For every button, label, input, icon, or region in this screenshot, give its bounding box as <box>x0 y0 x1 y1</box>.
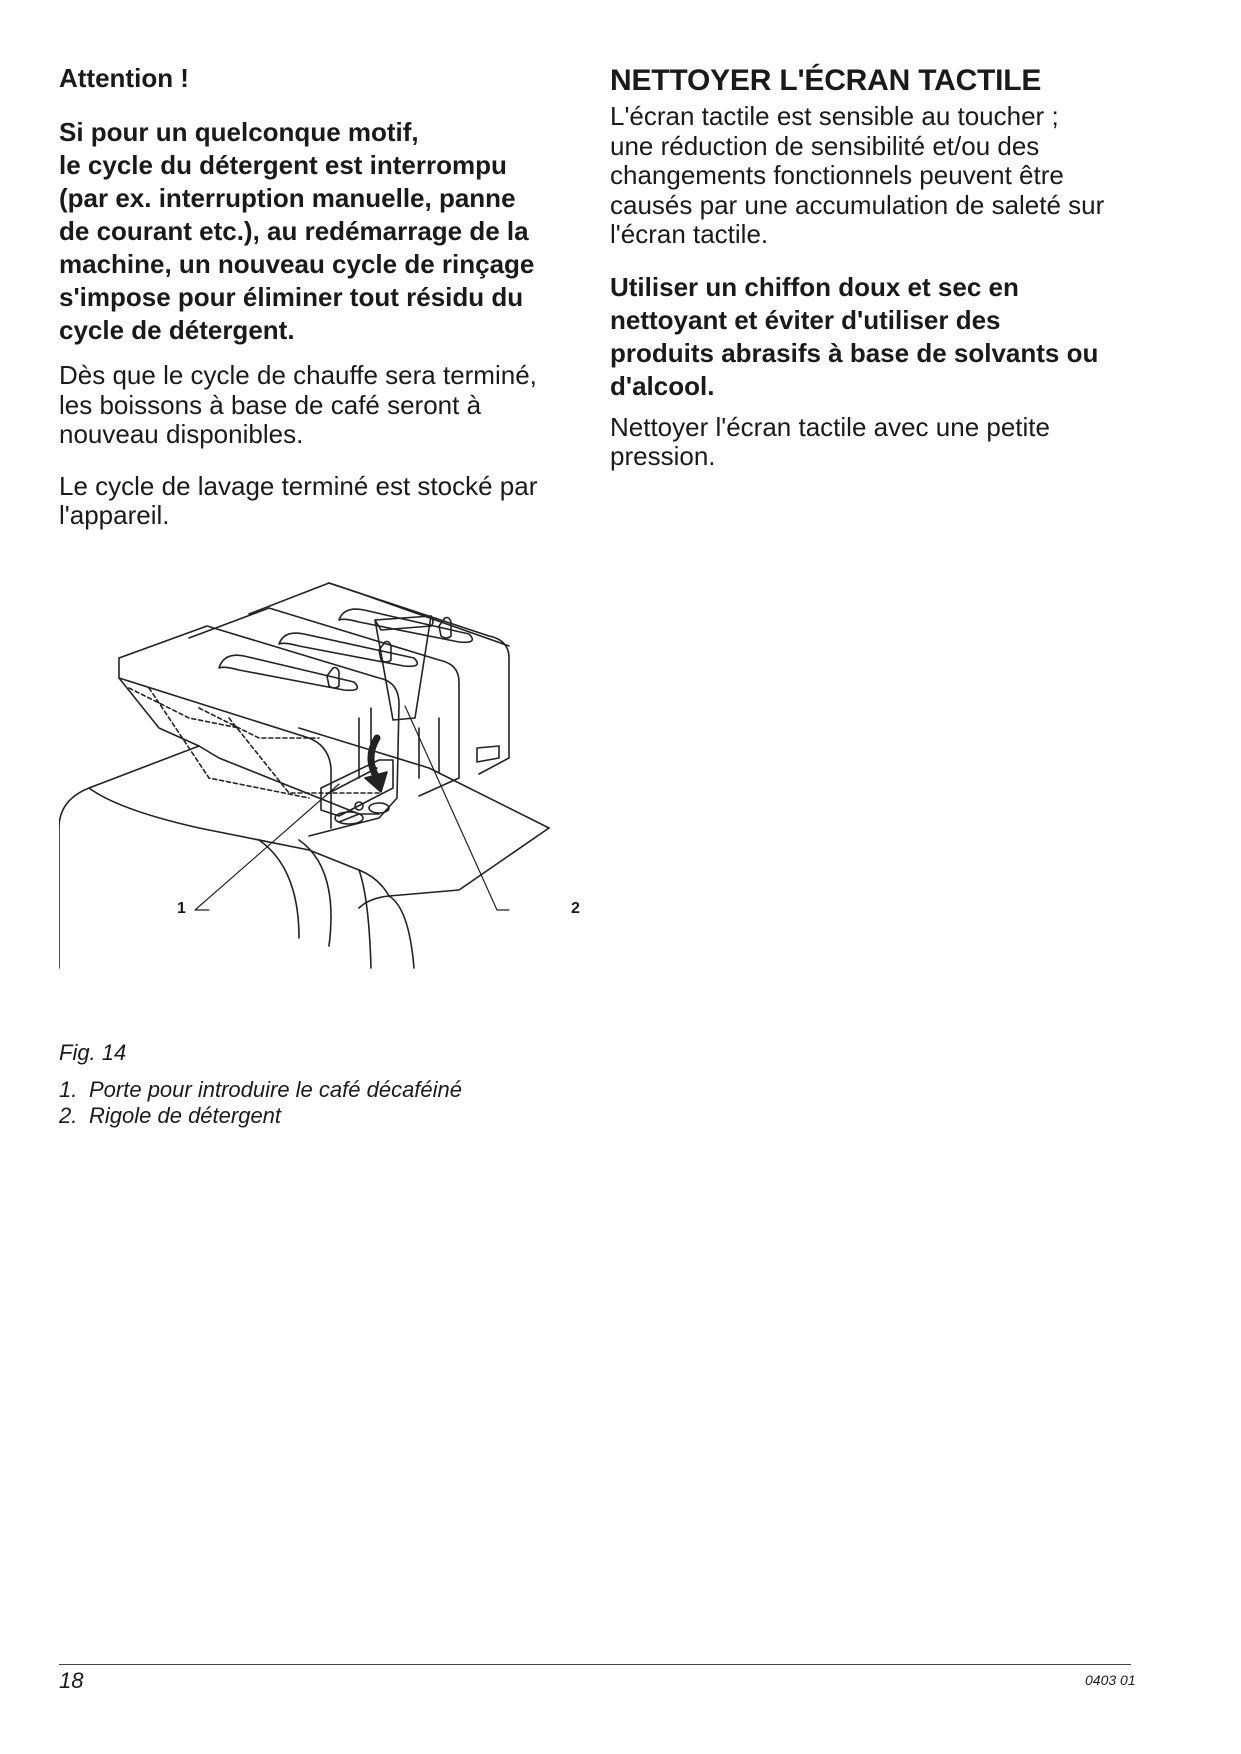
legend-text: Porte pour introduire le café décaféiné <box>89 1077 463 1102</box>
warning-line: s'impose pour éliminer tout résidu du <box>59 282 524 312</box>
text-line: Le cycle de lavage terminé est stocké par <box>59 470 538 501</box>
warning-line: produits abrasifs à base de solvants ou <box>610 337 1099 368</box>
legend-number: 2. <box>59 1103 78 1128</box>
warning-line: de courant etc.), au redémarrage de la <box>59 216 529 246</box>
text-line: causés par une accumulation de saleté sur <box>610 189 1105 220</box>
text-line: pression. <box>610 441 716 471</box>
legend-text: Rigole de détergent <box>89 1103 282 1128</box>
cleaning-instruction <box>610 413 1170 472</box>
legend-item <box>59 1077 462 1103</box>
figure-legend <box>59 1077 462 1129</box>
document-code: 0403 01 <box>1085 1672 1136 1688</box>
warning-line: le cycle du détergent est interrompu <box>59 150 507 180</box>
text-line: l'appareil. <box>59 500 170 530</box>
warning-line: d'alcool. <box>610 370 715 401</box>
warning-line: machine, un nouveau cycle de rinçage <box>59 249 535 279</box>
warning-line: nettoyant et éviter d'utiliser des <box>610 304 1001 335</box>
footer-divider <box>59 1664 1131 1665</box>
page-number: 18 <box>59 1668 84 1693</box>
cleaning-warning <box>610 271 1170 403</box>
warning-line: Si pour un quelconque motif, <box>59 117 419 147</box>
text-line: L'écran tactile est sensible au toucher ; <box>610 101 1059 131</box>
left-column <box>59 62 569 531</box>
warning-line: (par ex. interruption manuelle, panne <box>59 183 516 213</box>
warning-line: cycle de détergent. <box>59 315 295 345</box>
text-line: les boissons à base de café seront à <box>59 389 482 420</box>
legend-item <box>59 1103 462 1129</box>
heating-paragraph <box>59 361 569 450</box>
figure-caption: Fig. 14 <box>59 1040 127 1065</box>
machine-illustration <box>59 578 589 1038</box>
text-line: l'écran tactile. <box>610 219 769 249</box>
section-heading: NETTOYER L'ÉCRAN TACTILE <box>610 64 1042 97</box>
right-column <box>610 62 1170 472</box>
text-line: une réduction de sensibilité et/ou des <box>610 130 1040 161</box>
touchscreen-paragraph <box>610 102 1170 250</box>
text-line: nouveau disponibles. <box>59 419 304 449</box>
legend-number: 1. <box>59 1077 78 1102</box>
text-line: Dès que le cycle de chauffe sera terminé, <box>59 360 537 390</box>
wash-stored-paragraph <box>59 472 569 531</box>
text-line: changements fonctionnels peuvent être <box>610 160 1064 190</box>
warning-paragraph <box>59 116 569 347</box>
machine-drawing <box>59 578 589 1038</box>
attention-label: Attention ! <box>59 63 189 93</box>
callout-2: 2 <box>571 900 580 917</box>
callout-1: 1 <box>177 900 186 917</box>
warning-line: Utiliser un chiffon doux et sec en <box>610 271 1019 302</box>
text-line: Nettoyer l'écran tactile avec une petite <box>610 411 1050 442</box>
